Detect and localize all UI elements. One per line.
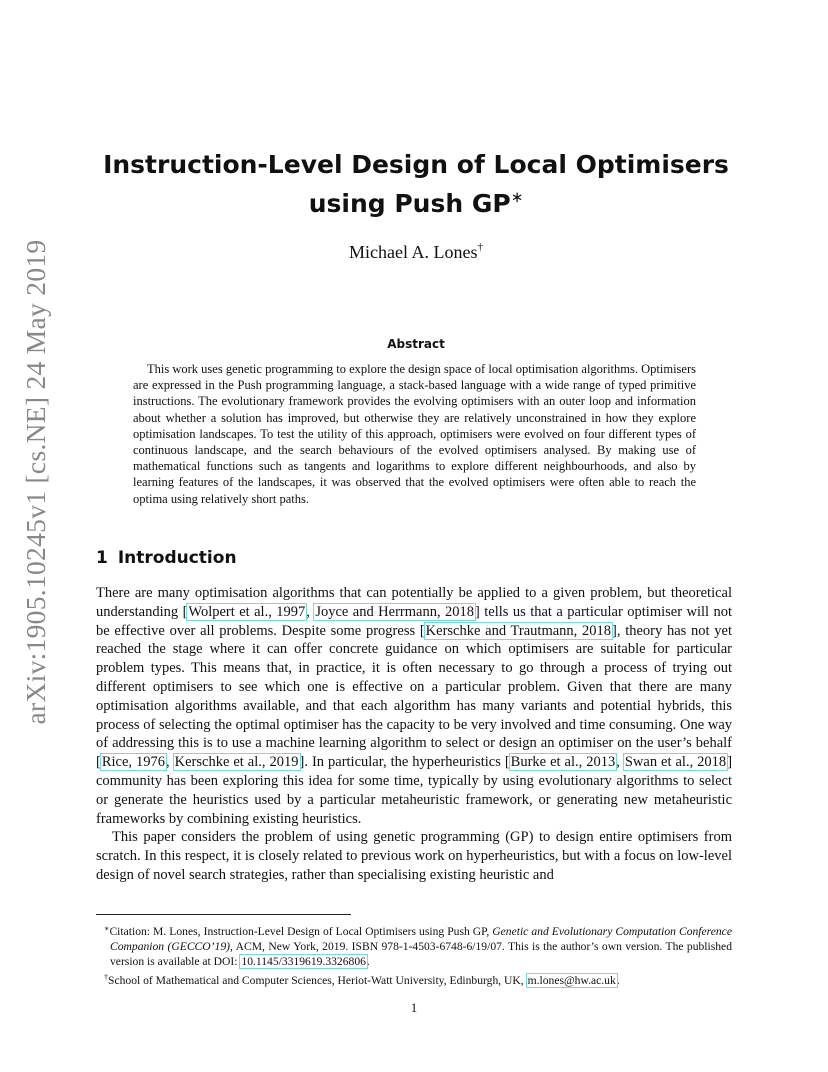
paragraph-text: ] community has been exploring this idea for some time, typically by using evolutionary algorithms to select or generate the heuristics used by a particular metaheuristic framework, or generating new metaheuristic frameworks by combining existing heuristics. — [96, 754, 733, 827]
footnote-mark: † — [104, 972, 108, 982]
arxiv-side-identifier — [14, 239, 58, 725]
paragraph-2: This paper considers the problem of using genetic programming (GP) to design entire optimisers from scratch. In this respect, it is closely related to previous work on hyperheuristics, but with a focus on low-level design of novel search strategies, rather than specialising existing heuristic and — [96, 829, 732, 883]
abstract-heading: Abstract — [387, 337, 445, 351]
introduction-body — [96, 584, 732, 885]
footnote-venue: Genetic and Evolutionary Computation Conference Companion (GECCO’19) — [110, 925, 732, 954]
footnote-mark: ∗ — [104, 924, 110, 933]
footnote-text: . — [366, 955, 370, 969]
author-line — [96, 236, 736, 263]
footnotes — [96, 921, 732, 988]
citation-link[interactable]: Kerschke and Trautmann, 2018 — [425, 622, 612, 639]
email-link[interactable]: m.lones@hw.ac.uk — [527, 973, 616, 987]
footnote-affiliation — [96, 970, 732, 988]
citation-link[interactable]: Wolpert et al., 1997 — [188, 603, 306, 620]
footnote-divider — [96, 914, 351, 915]
page-number: 1 — [410, 1000, 418, 1015]
citation-link[interactable]: Rice, 1976 — [101, 754, 166, 771]
section-heading-introduction — [96, 548, 237, 568]
paragraph-text: ], theory has not yet reached the stage where it can offer concrete guidance on which optimisers are suitable for particular problem types. This means that, in practice, it is often necessary to go through a process of trying out different optimisers to see which one is effective on a particular problem. Given that there are many optimisation algorithms available, and that each algorithm has many variants and potential hybrids, this process of selecting the optimal optimiser has the capacity to be very involved and time consuming. One way of addressing this is to use a machine learning algorithm to select or design an optimiser on the user’s behalf [ — [96, 622, 732, 771]
footnote-text: . — [616, 973, 620, 987]
abstract-text: This work uses genetic programming to explore the design space of local optimisation algorithms. Optimisers are expressed in the Push programming language, a stack-based language with a wide range of typed primitive instructions. The evolutionary framework provides the evolving optimisers with an outer loop and information about whether a solution has improved, but otherwise they are relatively unconstrained in how they explore optimisation landscapes. To test the utility of this approach, optimisers were evolved on four different types of continuous landscape, and the search behaviours of the evolved optimisers analysed. By making use of mathematical functions such as tangents and logarithms to explore different neighbourhoods, and also by learning features of the landscapes, it was observed that the evolved optimisers were often able to reach the optima using relatively short paths. — [133, 362, 696, 506]
doi-link[interactable]: 10.1145/3319619.3326806 — [241, 955, 366, 969]
footnote-citation — [96, 921, 732, 970]
title-line-1: Instruction-Level Design of Local Optimisers — [103, 150, 729, 179]
footnote-text: , ACM, New York, 2019. ISBN 978-1-4503-6748-6/19/07. This is the author’s own version. The published version is available at DOI: — [110, 940, 732, 969]
paragraph-text: There are many optimisation algorithms that can potentially be applied to a given problem, but theoretical understanding [ — [96, 585, 732, 620]
citation-link[interactable]: Swan et al., 2018 — [624, 754, 727, 771]
footnote-text: School of Mathematical and Computer Sciences, Heriot-Watt University, Edinburgh, UK, — [108, 973, 527, 987]
paragraph-text: , — [166, 754, 174, 771]
paper-title — [96, 148, 736, 220]
paragraph-text: ]. In particular, the hyperheuristics [ — [299, 754, 510, 771]
paragraph-1 — [96, 584, 732, 828]
arxiv-identifier-text: arXiv:1905.10245v1 [cs.NE] 24 May 2019 — [20, 239, 51, 725]
author-name: Michael A. Lones — [349, 242, 478, 262]
paragraph-text: , — [616, 754, 624, 771]
citation-link[interactable]: Kerschke et al., 2019 — [174, 754, 299, 771]
title-line-2: using Push GP — [308, 189, 511, 218]
title-footnote-mark[interactable]: ∗ — [510, 188, 524, 206]
footnote-text: Citation: M. Lones, Instruction-Level Design of Local Optimisers using Push GP, — [109, 925, 493, 938]
section-title: Introduction — [117, 548, 237, 568]
citation-link[interactable]: Joyce and Herrmann, 2018 — [315, 603, 475, 620]
citation-link[interactable]: Burke et al., 2013 — [510, 754, 616, 771]
paragraph-text: , — [306, 603, 315, 620]
paragraph-text: ] tells us that a particular optimiser will not be effective over all problems. Despite some progress [ — [96, 603, 732, 639]
section-number: 1 — [96, 548, 108, 568]
author-footnote-mark[interactable]: † — [477, 241, 483, 253]
